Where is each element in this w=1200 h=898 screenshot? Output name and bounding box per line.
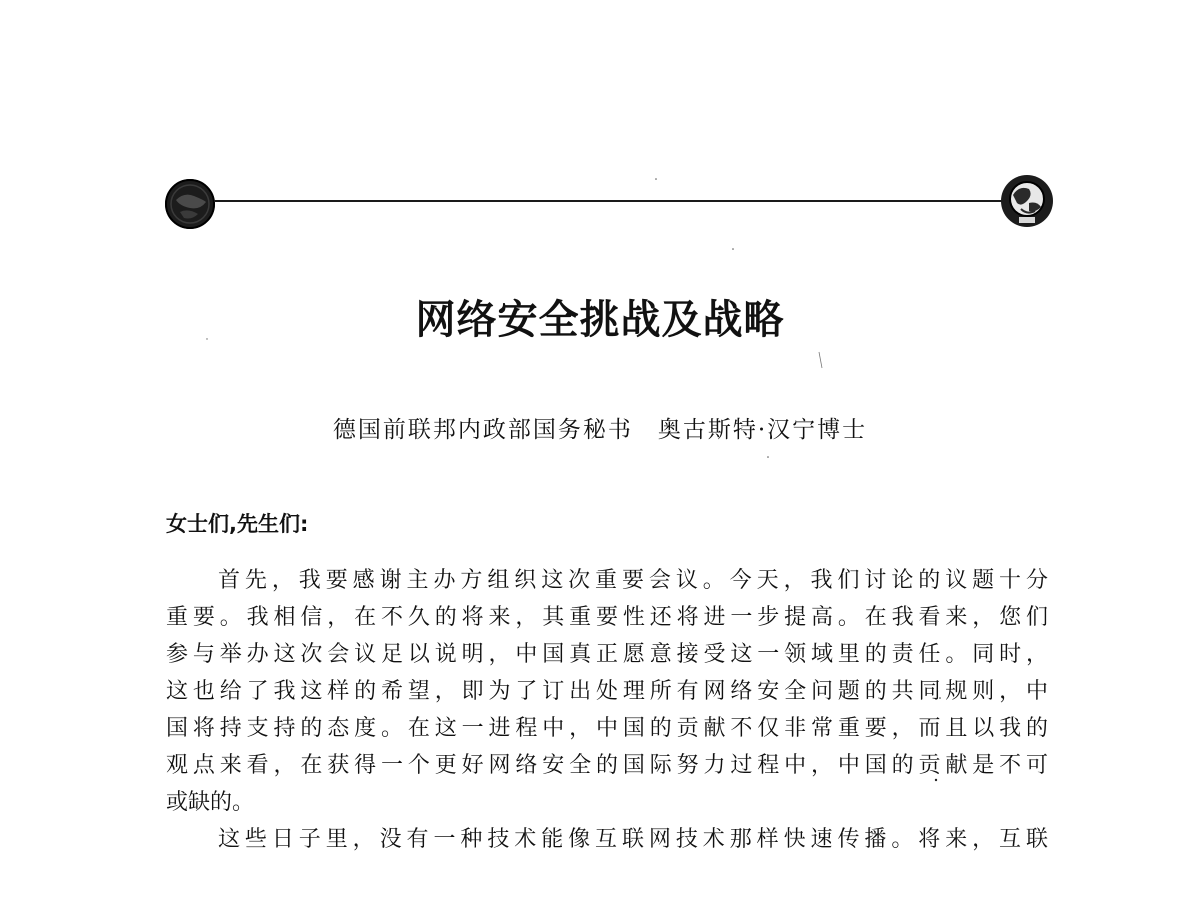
paragraph-line: 或缺的。 (166, 790, 255, 815)
body-text (166, 562, 1048, 858)
paragraph-line: 首先，我要感谢主办方组织这次重要会议。今天，我们讨论的议题十分 (218, 568, 1048, 593)
author-byline: 德国前联邦内政部国务秘书 奥古斯特·汉宁博士 (332, 417, 868, 443)
paragraph-line: 参与举办这次会议足以说明，中国真正愿意接受这一领域里的责任。同时， (166, 642, 1048, 667)
paragraph-line: 国将持支持的态度。在这一进程中，中国的贡献不仅非常重要，而且以我的 (166, 716, 1048, 741)
paragraph-line: 观点来看，在获得一个更好网络安全的国际努力过程中，中国的贡献是不可 (166, 753, 1048, 778)
paragraph-line: 这些日子里，没有一种技术能像互联网技术那样快速传播。将来，互联 (218, 827, 1048, 852)
paragraph-line: 这也给了我这样的希望，即为了订出处理所有网络安全问题的共同规则，中 (166, 679, 1048, 704)
paragraph-line: 重要。我相信，在不久的将来，其重要性还将进一步提高。在我看来，您们 (166, 605, 1048, 630)
salutation: 女士们,先生们: (166, 512, 309, 536)
document-title: 网络安全挑战及战略 (415, 296, 785, 343)
